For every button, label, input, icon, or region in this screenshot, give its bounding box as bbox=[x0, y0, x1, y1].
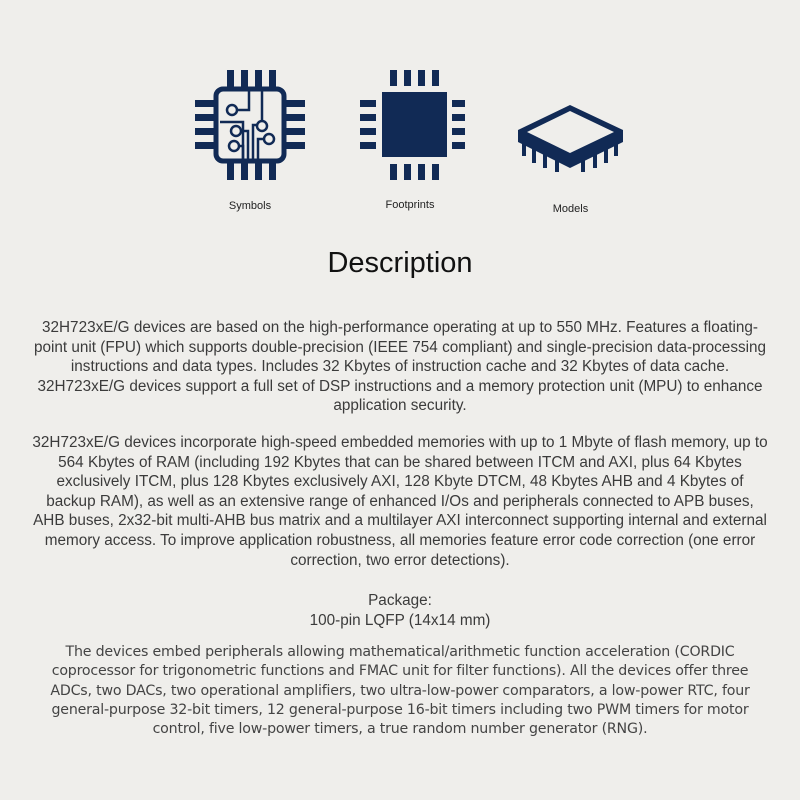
models-label: Models bbox=[552, 203, 589, 215]
footprints-icon bbox=[355, 70, 465, 180]
description-paragraph-3: The devices embed peripherals allowing mathematical/arithmetic function acceleration (CORDIC coprocessor for trigonometric functions and FMAC unit for filter functions). All the devices offer three ADCs, two DACs, two operational amplifiers, two ultra-low-power comparators, a low-power RTC, four general-purpose 32-bit timers, 12 general-purpose 16-bit timers including two PWM timers for motor control, five low-power timers, a true random number generator (RNG). bbox=[50, 644, 750, 738]
footprints-label: Footprints bbox=[385, 199, 435, 211]
package-value: 100-pin LQFP (14x14 mm) bbox=[309, 611, 491, 629]
symbols-icon bbox=[195, 70, 305, 180]
description-paragraph-2: 32H723xE/G devices incorporate high-speed embedded memories with up to 1 Mbyte of flash memory, up to 564 Kbytes of RAM (including 192 Kbytes that can be shared between ITCM and AXI, plus 64 Kbytes exclusively ITCM, plus 128 Kbytes exclusively AXI, 128 Kbyte DTCM, 48 Kbytes AHB and 4 Kbytes of backup RAM), as well as an extensive range of enhanced I/Os and peripherals connected to APB buses, AHB buses, 2x32-bit multi-AHB bus matrix and a multilayer AXI interconnect supporting internal and external memory access. To improve application robustness, all memories feature error code correction (one error correction, two error detections). bbox=[32, 434, 768, 569]
models-icon bbox=[513, 70, 628, 180]
package-label: Package: bbox=[368, 592, 432, 609]
description-paragraph-1: 32H723xE/G devices are based on the high-performance operating at up to 550 MHz. Features a floating-point unit (FPU) which supports double-precision (IEEE 754 compliant) and single-precision data-processing instructions and data types. Includes 32 Kbytes of instruction cache and 32 Kbytes of data cache. 32H723xE/G devices support a full set of DSP instructions and a memory protection unit (MPU) to enhance application security. bbox=[33, 319, 767, 415]
symbols-label: Symbols bbox=[228, 200, 272, 212]
description-title: Description bbox=[327, 247, 473, 279]
cad-resources-section bbox=[0, 70, 800, 220]
package-info bbox=[0, 591, 800, 630]
